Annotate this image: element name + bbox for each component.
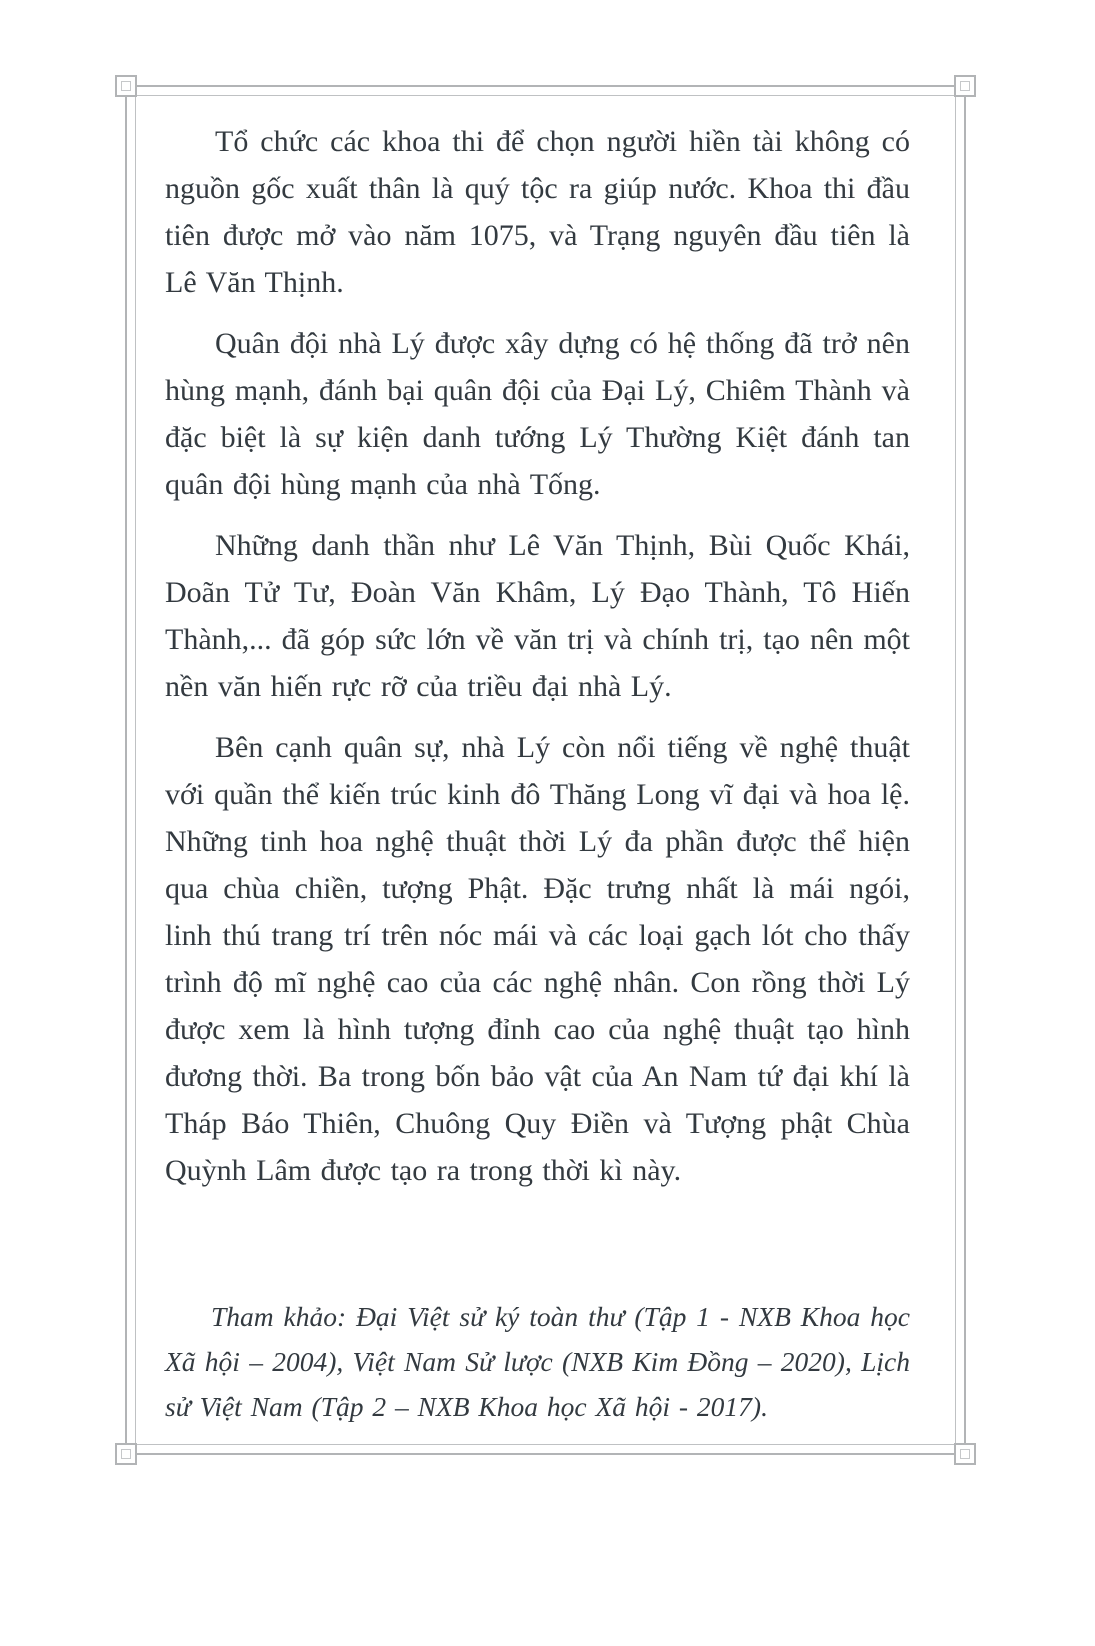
paragraph-army: Quân đội nhà Lý được xây dựng có hệ thống đã trở nên hùng mạnh, đánh bại quân đội của Đại Lý, Chiêm Thành và đặc biệt là sự kiện danh tướng Lý Thường Kiệt đánh tan quân đội hùng mạnh của nhà Tống. xyxy=(165,327,910,501)
frame-corner-step xyxy=(960,81,970,91)
frame-corner-step xyxy=(121,1449,131,1459)
frame-corner-ornament-top-right xyxy=(954,75,976,97)
paragraph-exams: Tổ chức các khoa thi để chọn người hiền tài không có nguồn gốc xuất thân là quý tộc ra giúp nước. Khoa thi đầu tiên được mở vào năm 1075, và Trạng nguyên đầu tiên là Lê Văn Thịnh. xyxy=(165,125,910,299)
page-text xyxy=(165,118,910,1443)
reference-note: Tham khảo: Đại Việt sử ký toàn thư (Tập 1 - NXB Khoa học Xã hội – 2004), Việt Nam Sử lược (NXB Kim Đồng – 2020), Lịch sử Việt Nam (Tập 2 – NXB Khoa học Xã hội - 2017). xyxy=(165,1301,910,1422)
paragraph-mandarins: Những danh thần như Lê Văn Thịnh, Bùi Quốc Khái, Doãn Tử Tư, Đoàn Văn Khâm, Lý Đạo Thành, Tô Hiến Thành,... đã góp sức lớn về văn trị và chính trị, tạo nên một nền văn hiến rực rỡ của triều đại nhà Lý. xyxy=(165,529,910,703)
frame-corner-ornament-bottom-right xyxy=(954,1443,976,1465)
frame-corner-step xyxy=(121,81,131,91)
paragraph-art: Bên cạnh quân sự, nhà Lý còn nổi tiếng về nghệ thuật với quần thể kiến trúc kinh đô Thăng Long vĩ đại và hoa lệ. Những tinh hoa nghệ thuật thời Lý đa phần được thể hiện qua chùa chiền, tượng Phật. Đặc trưng nhất là mái ngói, linh thú trang trí trên nóc mái và các loại gạch lót cho thấy trình độ mĩ nghệ cao của các nghệ nhân. Con rồng thời Lý được xem là hình tượng đỉnh cao của nghệ thuật tạo hình đương thời. Ba trong bốn bảo vật của An Nam tứ đại khí là Tháp Báo Thiên, Chuông Quy Điền và Tượng phật Chùa Quỳnh Lâm được tạo ra trong thời kì này. xyxy=(165,731,910,1187)
frame-corner-ornament-bottom-left xyxy=(115,1443,137,1465)
frame-corner-step xyxy=(960,1449,970,1459)
frame-corner-ornament-top-left xyxy=(115,75,137,97)
